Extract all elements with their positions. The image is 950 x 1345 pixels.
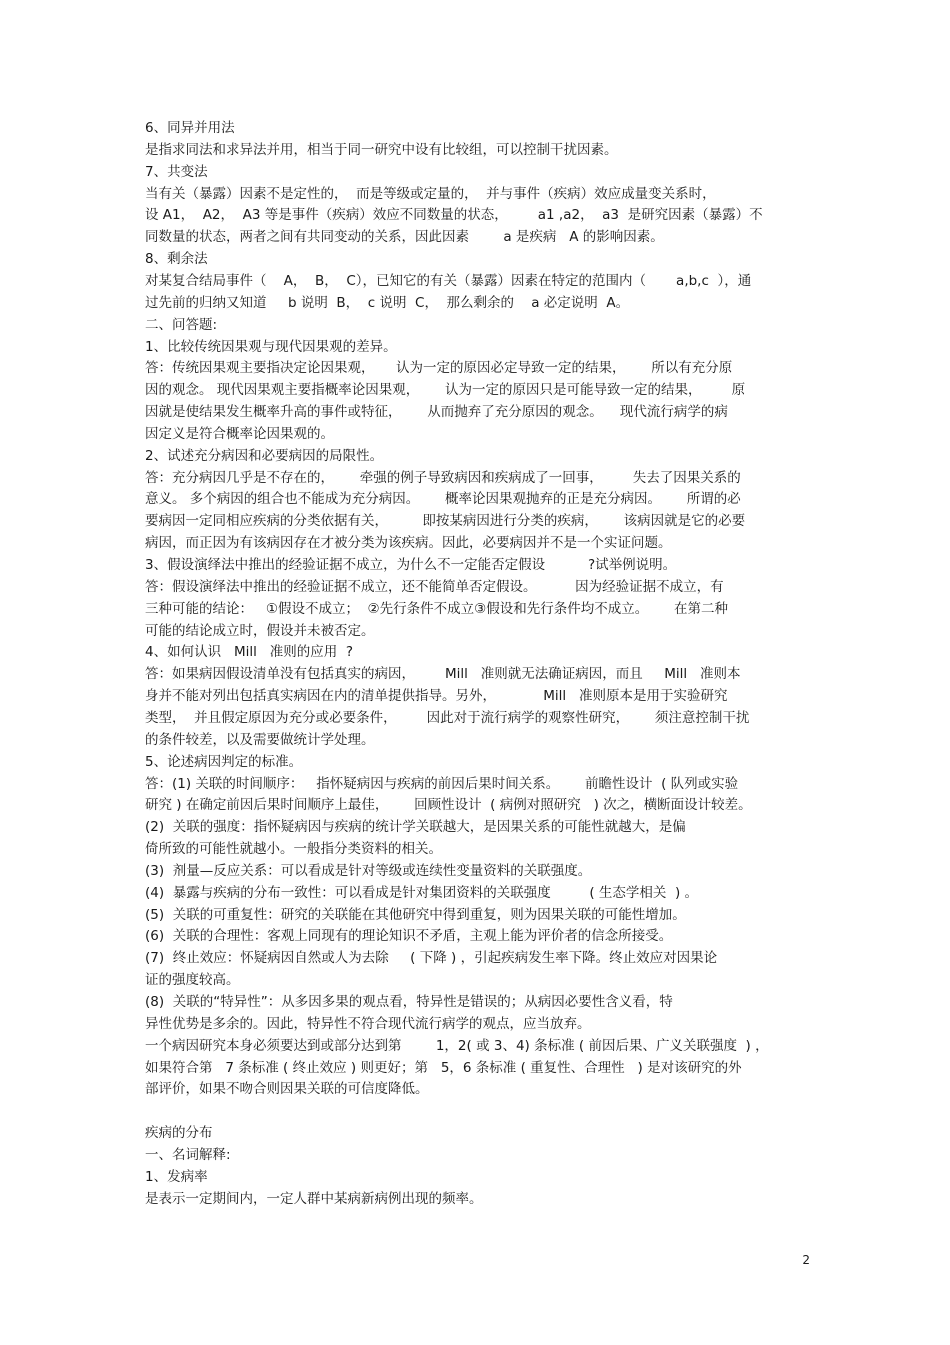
text-line: 身并不能对列出包括真实病因在内的清单提供指导。另外， Mill 准则原本是用于实验研究 — [145, 688, 728, 704]
text-line: 倚所致的可能性就越小。一般指分类资料的相关。 — [145, 841, 442, 857]
text-line: 异性优势是多余的。因此，特异性不符合现代流行病学的观点，应当放弃。 — [145, 1016, 591, 1032]
text-line: 证的强度较高。 — [145, 972, 240, 988]
text-line: 意义。 多个病因的组合也不能成为充分病因。 概率论因果观抛弃的正是充分病因。 所谓的必 — [145, 491, 741, 507]
text-line: 2、试述充分病因和必要病因的局限性。 — [145, 448, 384, 464]
text-line: 4、如何认识 Mill 准则的应用 ? — [145, 644, 353, 660]
text-line — [145, 1100, 825, 1122]
text-line: (7) 终止效应：怀疑病因自然或人为去除 ( 下降 ) ，引起疾病发生率下降。终止效应对因果论 — [145, 950, 718, 966]
text-line: 当有关（暴露）因素不是定性的， 而是等级或定量的， 并与事件（疾病）效应成量变关系时， — [145, 186, 716, 202]
text-line: (5) 关联的可重复性：研究的关联能在其他研究中得到重复，则为因果关联的可能性增加。 — [145, 907, 686, 923]
text-line: 一个病因研究本身必须要达到或部分达到第 1，2( 或 3、4) 条标准 ( 前因后果、广义关联强度 ) ， — [145, 1038, 769, 1054]
text-line: 答：如果病因假设清单没有包括真实的病因， Mill 准则就无法确证病因，而且 Mill 准则本 — [145, 666, 741, 682]
text-line: 要病因一定同相应疾病的分类依据有关， 即按某病因进行分类的疾病， 该病因就是它的必要 — [145, 513, 746, 529]
text-line: 因的观念。 现代因果观主要指概率论因果观， 认为一定的原因只是可能导致一定的结果， 原 — [145, 382, 746, 398]
text-line: 答：传统因果观主要指决定论因果观， 认为一定的原因必定导致一定的结果， 所以有充分原 — [145, 360, 733, 376]
text-line: 二、问答题: — [145, 317, 218, 333]
text-line: 的条件较差，以及需要做统计学处理。 — [145, 732, 375, 748]
text-line: 答：(1) 关联的时间顺序： 指怀疑病因与疾病的前因后果时间关系。 前瞻性设计 ( 队列或实验 — [145, 776, 739, 792]
text-line: 一、名词解释: — [145, 1147, 231, 1163]
text-line: 是指求同法和求异法并用，相当于同一研究中设有比较组，可以控制干扰因素。 — [145, 142, 618, 158]
page-number: 2 — [802, 1253, 810, 1267]
text-line: 对某复合结局事件（ A， B， C），已知它的有关（暴露）因素在特定的范围内（ a,b,c ），通 — [145, 273, 752, 289]
text-line: 1、比较传统因果观与现代因果观的差异。 — [145, 339, 397, 355]
text-line: 1、发病率 — [145, 1169, 208, 1185]
text-line: 答：充分病因几乎是不存在的， 牵强的例子导致病因和疾病成了一回事， 失去了因果关系的 — [145, 470, 741, 486]
text-line: 病因，而正因为有该病因存在才被分类为该疾病。因此，必要病因并不是一个实证问题。 — [145, 535, 672, 551]
text-line: 8、剩余法 — [145, 251, 208, 267]
text-line: 答：假设演绎法中推出的经验证据不成立，还不能简单否定假设。 因为经验证据不成立，有 — [145, 579, 724, 595]
text-line: (3) 剂量—反应关系：可以看成是针对等级或连续性变量资料的关联强度。 — [145, 863, 592, 879]
text-line: 因就是使结果发生概率升高的事件或特征， 从而抛弃了充分原因的观念。 现代流行病学的病 — [145, 404, 728, 420]
text-line: 疾病的分布 — [145, 1125, 213, 1141]
text-line: 过先前的归纳又知道 b 说明 B， c 说明 C， 那么剩余的 a 必定说明 A。 — [145, 295, 630, 311]
text-line: 因定义是符合概率论因果观的。 — [145, 426, 334, 442]
text-line: 5、论述病因判定的标准。 — [145, 754, 303, 770]
text-line: (4) 暴露与疾病的分布一致性：可以看成是针对集团资料的关联强度 ( 生态学相关 ) 。 — [145, 885, 699, 901]
text-line: 同数量的状态，两者之间有共同变动的关系，因此因素 a 是疾病 A 的影响因素。 — [145, 229, 664, 245]
text-line: 6、同异并用法 — [145, 120, 235, 136]
text-line: 设 A1， A2， A3 等是事件（疾病）效应不同数量的状态， a1 ,a2， a3 是研究因素（暴露）不 — [145, 207, 763, 223]
text-line: (2) 关联的强度：指怀疑病因与疾病的统计学关联越大，是因果关系的可能性就越大，是偏 — [145, 819, 686, 835]
text-line: 部评价，如果不吻合则因果关联的可信度降低。 — [145, 1081, 429, 1097]
text-line: 三种可能的结论： ①假设不成立； ②先行条件不成立③假设和先行条件均不成立。 在第二种 — [145, 601, 729, 617]
text-line: (8) 关联的“特异性”：从多因多果的观点看，特异性是错误的；从病因必要性含义看，特 — [145, 994, 673, 1010]
text-line: 可能的结论成立时，假设并未被否定。 — [145, 623, 375, 639]
text-line: 研究 ) 在确定前因后果时间顺序上最佳， 回顾性设计 ( 病例对照研究 ) 次之，横断面设计较差。 — [145, 797, 752, 813]
text-line: (6) 关联的合理性：客观上同现有的理论知识不矛盾，主观上能为评价者的信念所接受。 — [145, 928, 673, 944]
text-line: 类型， 并且假定原因为充分或必要条件， 因此对于流行病学的观察性研究， 须注意控制干扰 — [145, 710, 750, 726]
text-line: 如果符合第 7 条标准 ( 终止效应 ) 则更好；第 5，6 条标准 ( 重复性、合理性 ) 是对该研究的外 — [145, 1060, 742, 1076]
text-line: 3、假设演绎法中推出的经验证据不成立，为什么不一定能否定假设 ?试举例说明。 — [145, 557, 677, 573]
text-line: 7、共变法 — [145, 164, 208, 180]
text-line: 是表示一定期间内，一定人群中某病新病例出现的频率。 — [145, 1191, 483, 1207]
